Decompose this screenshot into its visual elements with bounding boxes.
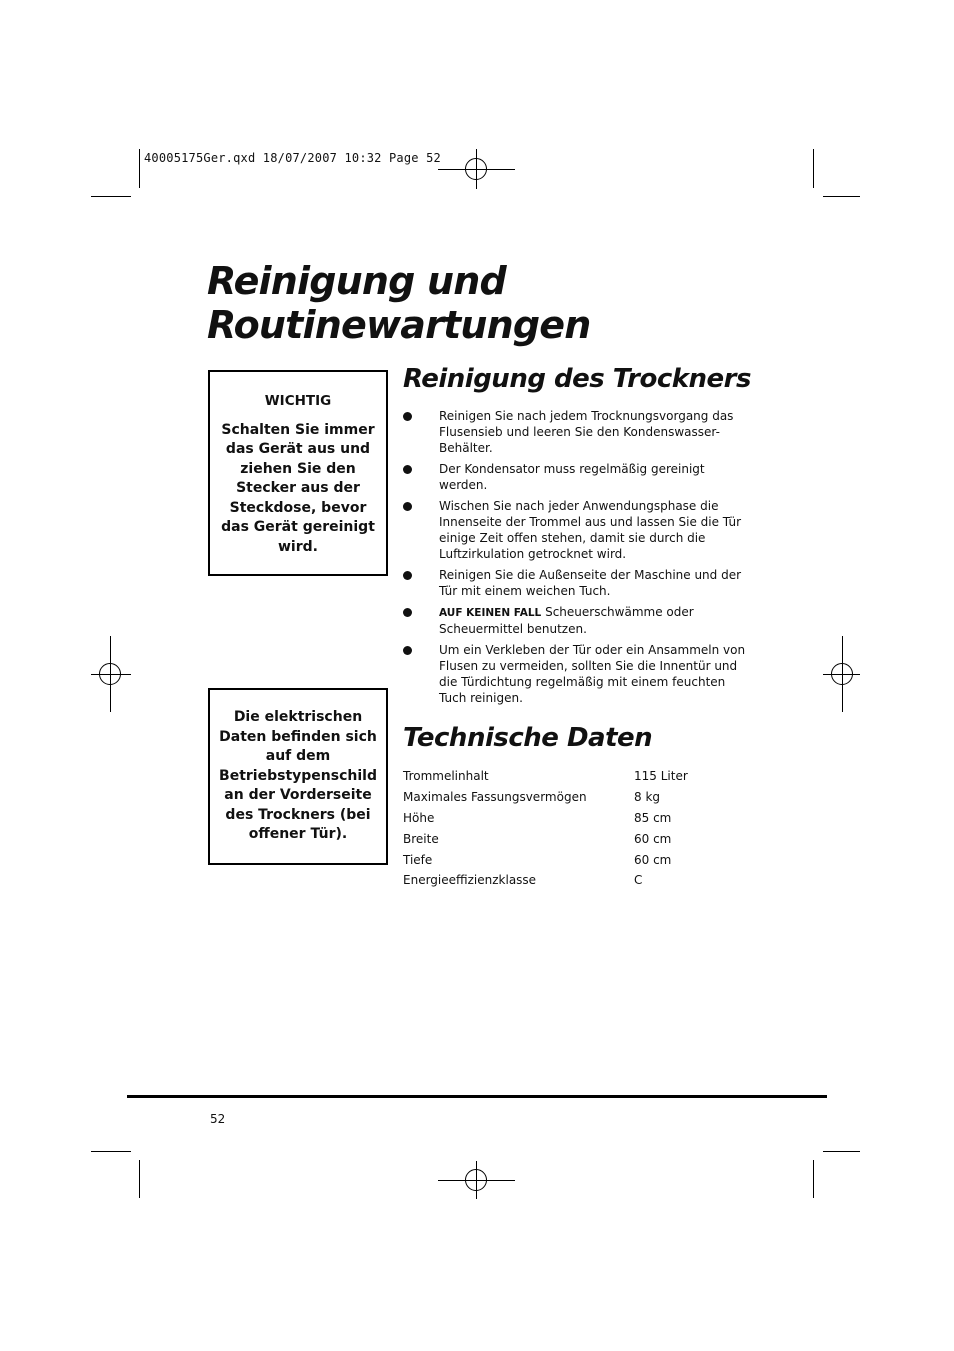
table-row xyxy=(403,849,688,870)
spec-value: C xyxy=(634,873,643,888)
bullet-icon xyxy=(403,412,412,421)
spec-value: 115 Liter xyxy=(634,769,688,784)
cleaning-instruction-text: Reinigen Sie nach jedem Trocknungsvorgang das Flusensieb und leeren Sie den Kondenswasser-Behälter. xyxy=(439,409,734,455)
crop-mark-top-left-horizontal xyxy=(91,196,131,197)
cleaning-instruction-text: Reinigen Sie die Außenseite der Maschine und der Tür mit einem weichen Tuch. xyxy=(439,568,742,598)
cleaning-instruction-item xyxy=(403,408,748,456)
spec-label: Tiefe xyxy=(403,852,433,867)
bullet-icon xyxy=(403,465,412,474)
spec-label: Maximales Fassungsvermögen xyxy=(403,790,587,805)
important-notice-heading: WICHTIG xyxy=(264,393,332,409)
cleaning-instruction-text: Der Kondensator muss regelmäßig gereinigt werden. xyxy=(439,462,705,492)
spec-value: 8 kg xyxy=(634,790,661,805)
crop-mark-bottom-left-horizontal xyxy=(91,1151,131,1152)
bullet-icon xyxy=(403,646,412,655)
registration-mark-bottom-circle xyxy=(465,1169,487,1191)
registration-mark-left-circle xyxy=(99,663,121,685)
cleaning-instruction-text: Wischen Sie nach jeder Anwendungsphase die Innenseite der Trommel aus und lassen Sie die Tür einige Zeit offen stehen, damit sie durch die Luftzirkulation getrocknet wird. xyxy=(439,499,742,561)
crop-mark-top-left-vertical xyxy=(139,149,140,188)
table-row xyxy=(403,766,688,787)
cleaning-instructions-list xyxy=(403,408,748,711)
technical-data-heading: Technische Daten xyxy=(403,723,653,753)
cleaning-section-heading: Reinigung des Trockners xyxy=(403,364,751,394)
cleaning-instruction-text: Scheuerschwämme oder Scheuermittel benutzen. xyxy=(439,605,694,636)
spec-value: 60 cm xyxy=(634,852,672,867)
bullet-icon xyxy=(403,608,412,617)
footer-rule xyxy=(127,1095,827,1098)
spec-label: Energieeffizienzklasse xyxy=(403,873,537,888)
table-row xyxy=(403,808,688,829)
crop-mark-top-right-horizontal xyxy=(823,196,860,197)
crop-mark-bottom-left-vertical xyxy=(139,1160,140,1198)
spec-label: Höhe xyxy=(403,810,435,825)
cleaning-instruction-item xyxy=(403,461,748,493)
crop-mark-bottom-right-horizontal xyxy=(823,1151,860,1152)
bullet-icon xyxy=(403,571,412,580)
technical-data-table xyxy=(403,766,688,891)
cleaning-instruction-text: Um ein Verkleben der Tür oder ein Ansammeln von Flusen zu vermeiden, sollten Sie die Innentür und die Türdichtung regelmäßig mit einem feuchten Tuch reinigen. xyxy=(439,643,746,705)
crop-mark-bottom-right-vertical xyxy=(813,1160,814,1198)
registration-mark-right-circle xyxy=(831,663,853,685)
registration-mark-top-circle xyxy=(465,158,487,180)
page-number: 52 xyxy=(210,1112,226,1126)
table-row xyxy=(403,828,688,849)
spec-label: Trommelinhalt xyxy=(403,769,489,784)
print-slug: 40005175Ger.qxd 18/07/2007 10:32 Page 52 xyxy=(144,151,441,165)
spec-value: 60 cm xyxy=(634,831,672,846)
crop-mark-top-right-vertical xyxy=(813,149,814,188)
spec-value: 85 cm xyxy=(634,810,672,825)
electrical-data-notice-box xyxy=(208,688,388,865)
spec-label: Breite xyxy=(403,831,439,846)
page-title-line-2: Routinewartungen xyxy=(207,303,591,347)
cleaning-instruction-item xyxy=(403,604,748,637)
important-notice-box xyxy=(208,370,388,576)
cleaning-instruction-item xyxy=(403,642,748,706)
important-notice-text: Schalten Sie immer das Gerät aus und ziehen Sie den Stecker aus der Steckdose, bevor das Gerät gereinigt wird. xyxy=(221,421,375,555)
electrical-data-notice-text: Die elektrischen Daten befinden sich auf dem Betriebstypenschild an der Vorderseite des Trockners (bei offener Tür). xyxy=(219,709,377,842)
cleaning-instruction-emphasis: AUF KEINEN FALL xyxy=(439,607,542,619)
table-row xyxy=(403,787,688,808)
bullet-icon xyxy=(403,502,412,511)
cleaning-instruction-item xyxy=(403,498,748,562)
page-title xyxy=(207,259,591,347)
cleaning-instruction-item xyxy=(403,567,748,599)
page-title-line-1: Reinigung und xyxy=(207,259,506,303)
table-row xyxy=(403,870,688,891)
